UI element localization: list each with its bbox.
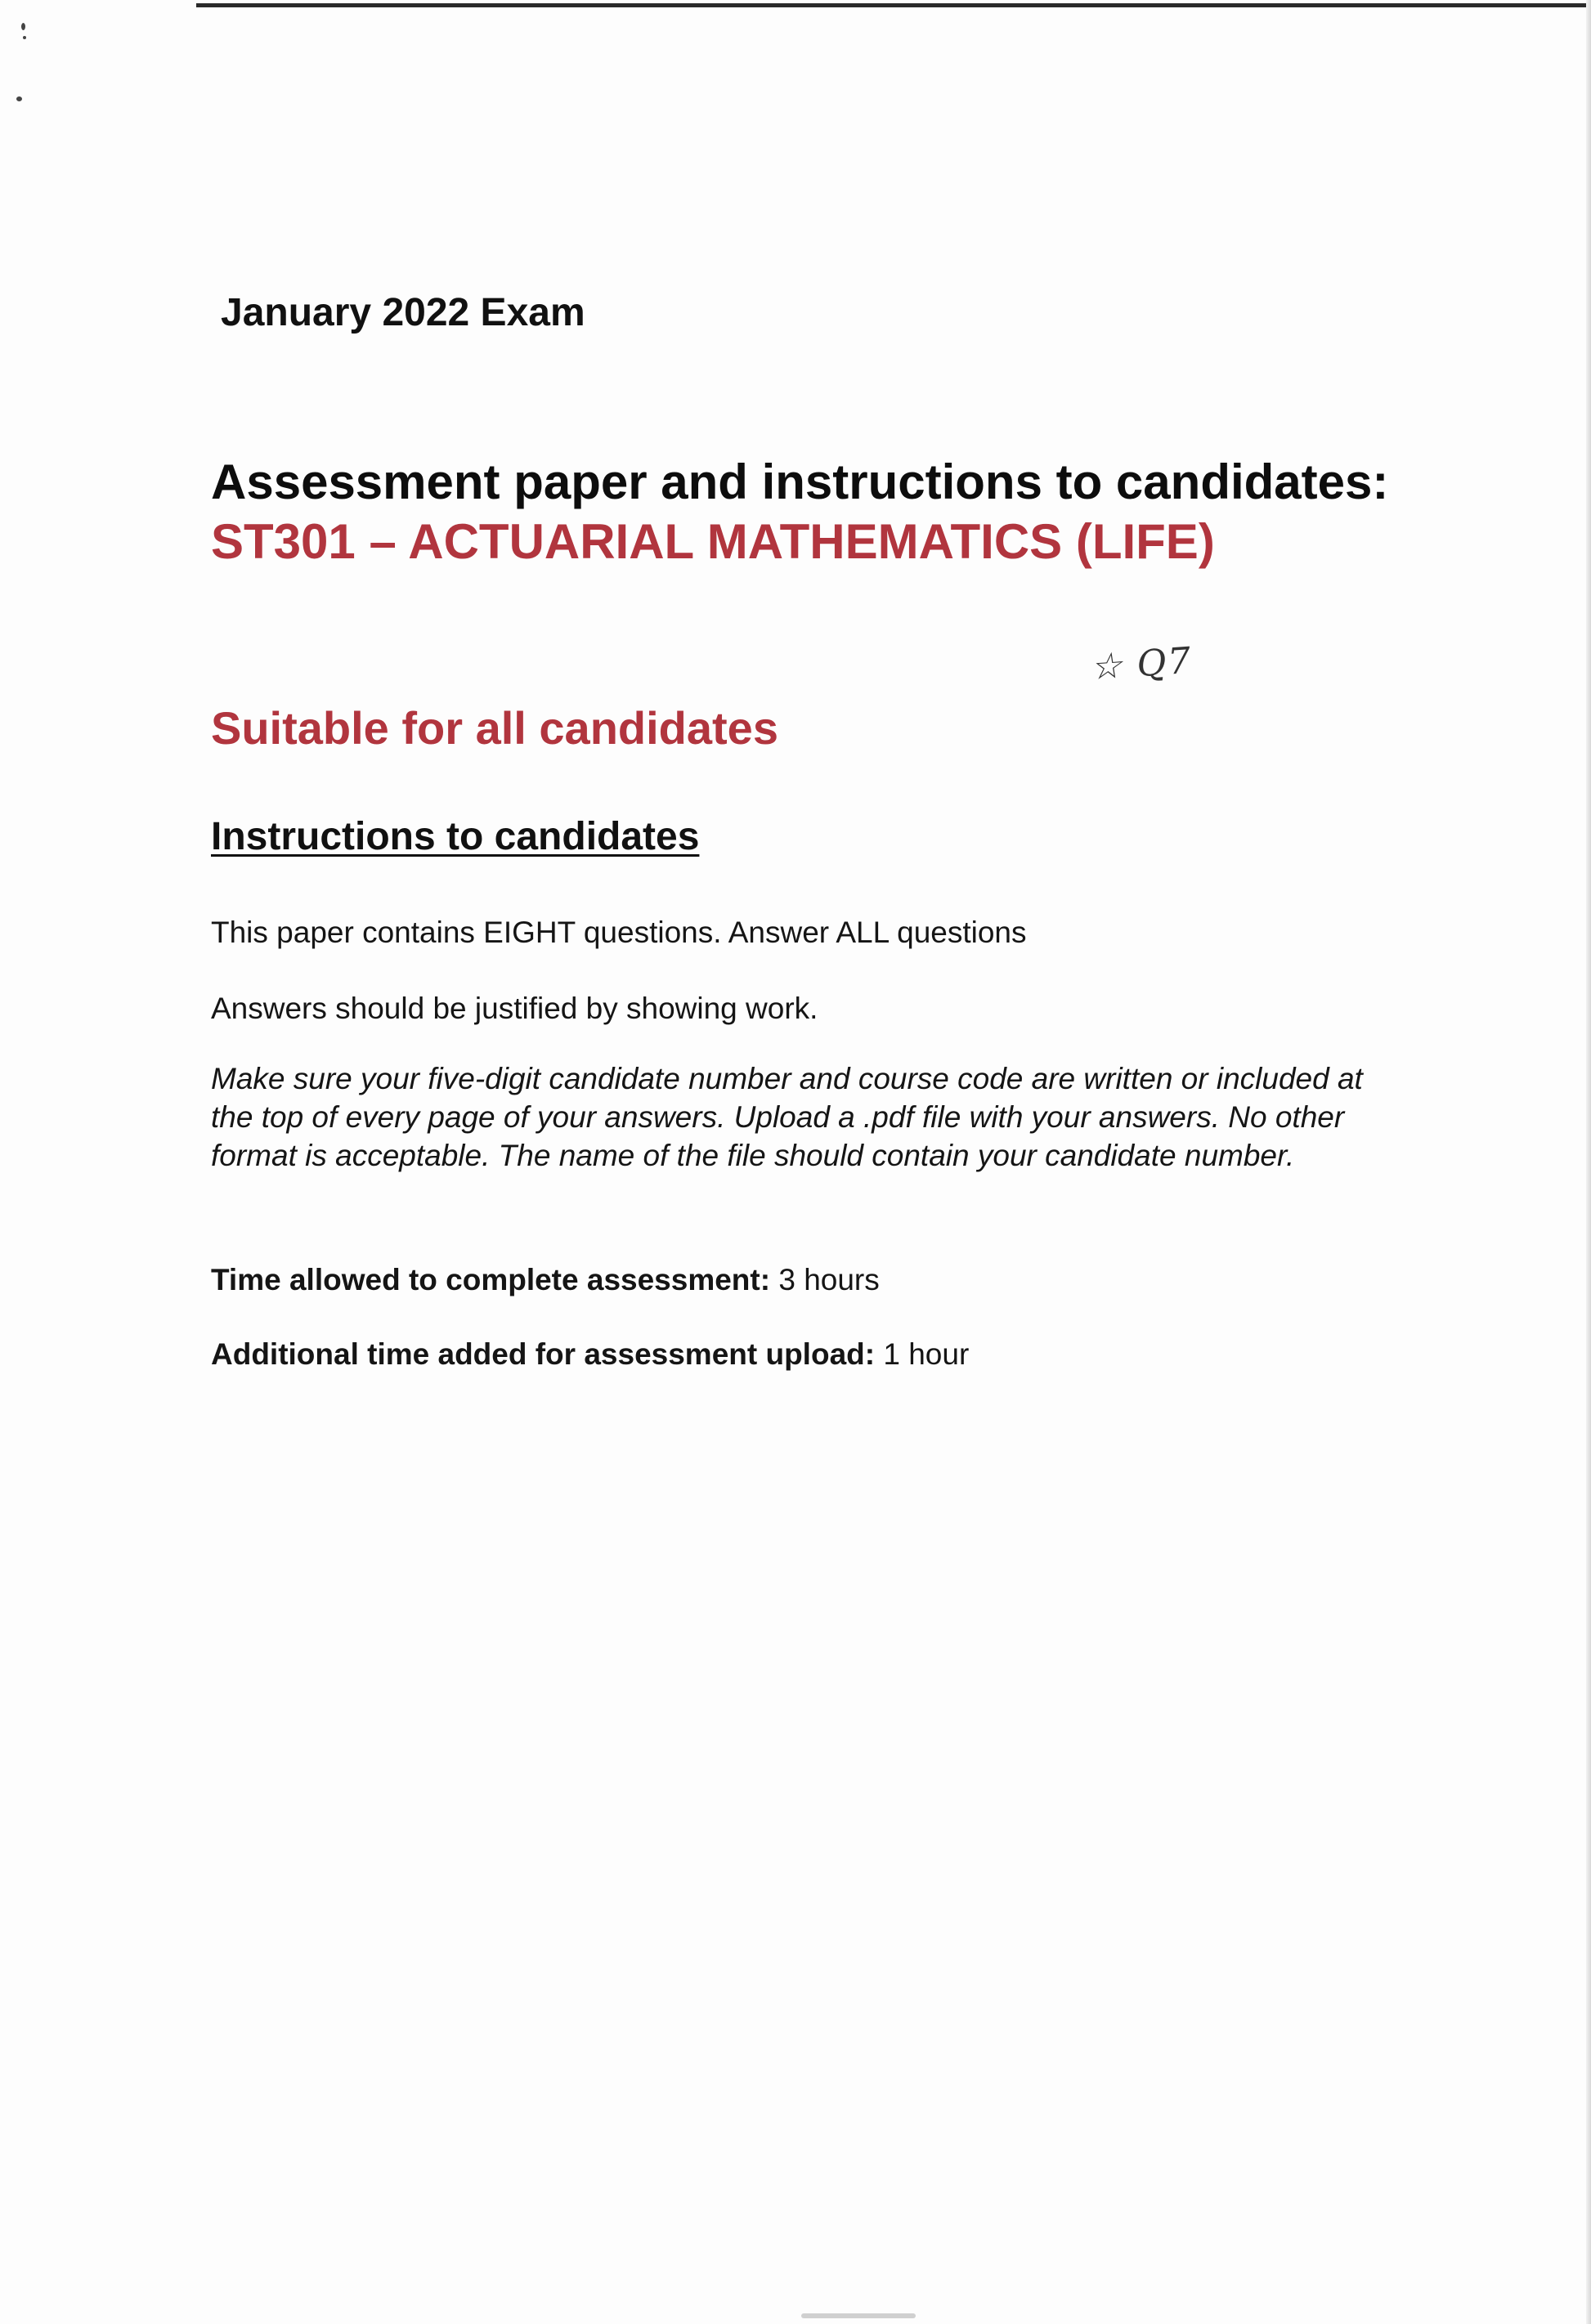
exam-date: January 2022 Exam bbox=[221, 291, 585, 334]
time-allowed-label: Time allowed to complete assessment: bbox=[211, 1263, 771, 1296]
assessment-title-line: Assessment paper and instructions to candidates: bbox=[211, 455, 1389, 509]
scan-speck bbox=[23, 36, 26, 39]
page-edge-shadow bbox=[1586, 0, 1591, 2324]
scan-speck bbox=[16, 96, 22, 101]
top-border-line bbox=[196, 3, 1586, 7]
instruction-paragraph: Make sure your five-digit candidate number and course code are written or included at the top of every page of your answers. Upload a .pdf file with your answers. No other format is acceptable. The name of the file should contain your candidate number. bbox=[211, 1062, 1363, 1172]
assessment-title bbox=[211, 452, 1388, 571]
time-allowed bbox=[211, 1263, 880, 1297]
upload-time-label: Additional time added for assessment upload: bbox=[211, 1337, 876, 1371]
instruction-paragraph: This paper contains EIGHT questions. Answer ALL questions bbox=[211, 916, 1027, 949]
scan-speck bbox=[21, 23, 25, 30]
instruction-paragraph: Answers should be justified by showing work. bbox=[211, 992, 818, 1025]
suitability-heading: Suitable for all candidates bbox=[211, 702, 778, 754]
course-title: ST301 – ACTUARIAL MATHEMATICS (LIFE) bbox=[211, 514, 1215, 570]
handwritten-note: ☆ Q7 bbox=[1088, 639, 1194, 689]
upload-time-value: 1 hour bbox=[883, 1337, 970, 1371]
upload-time bbox=[211, 1337, 969, 1372]
time-allowed-value: 3 hours bbox=[778, 1263, 880, 1296]
scan-smudge bbox=[801, 2313, 916, 2318]
instructions-heading: Instructions to candidates bbox=[211, 815, 700, 858]
